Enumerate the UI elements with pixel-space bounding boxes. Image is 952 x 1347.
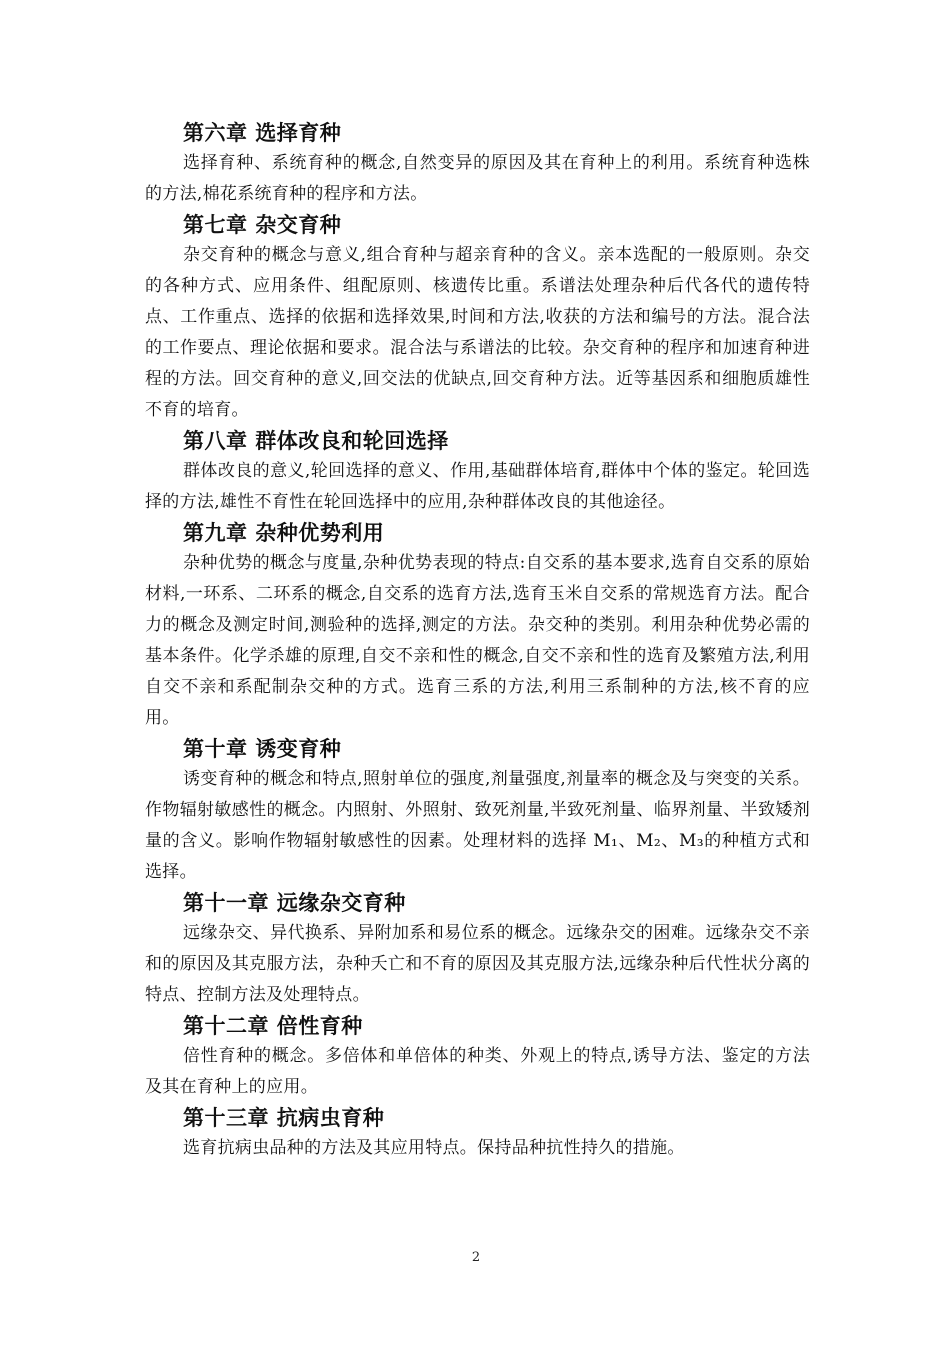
chapter-body-6: 选择育种、系统育种的概念,自然变异的原因及其在育种上的利用。系统育种选株的方法,棉花系统育种的程序和方法。 — [145, 153, 810, 204]
chapter-title-12: 第十二章 倍性育种 — [183, 1014, 363, 1038]
chapter-body-10: 诱变育种的概念和特点,照射单位的强度,剂量强度,剂量率的概念及与突变的关系。作物辐射敏感性的概念。内照射、外照射、致死剂量,半致死剂量、临界剂量、半致矮剂量的含义。影响作物辐射敏感性的因素。处理材料的选择 M₁、M₂、M₃的种植方式和选择。 — [145, 769, 810, 882]
chapter-title-8: 第八章 群体改良和轮回选择 — [183, 429, 449, 453]
chapter-body-9: 杂种优势的概念与度量,杂种优势表现的特点:自交系的基本要求,选育自交系的原始材料,一环系、二环系的概念,自交系的选育方法,选育玉米自交系的常规选育方法。配合力的概念及测定时间,测验种的选择,测定的方法。杂交种的类别。利用杂种优势必需的基本条件。化学杀雄的原理,自交不亲和性的概念,自交不亲和性的选育及繁殖方法,利用自交不亲和系配制杂交种的方式。选育三系的方法,利用三系制种的方法,核不育的应用。 — [145, 553, 810, 728]
chapter-body-7: 杂交育种的概念与意义,组合育种与超亲育种的含义。亲本选配的一般原则。杂交的各种方式、应用条件、组配原则、核遗传比重。系谱法处理杂种后代各代的遗传特点、工作重点、选择的依据和选择效果,时间和方法,收获的方法和编号的方法。混合法的工作要点、理论依据和要求。混合法与系谱法的比较。杂交育种的程序和加速育种进程的方法。回交育种的意义,回交法的优缺点,回交育种方法。近等基因系和细胞质雄性不育的培育。 — [145, 245, 810, 420]
chapter-body-8: 群体改良的意义,轮回选择的意义、作用,基础群体培育,群体中个体的鉴定。轮回选择的方法,雄性不育性在轮回选择中的应用,杂种群体改良的其他途径。 — [145, 461, 810, 512]
chapter-title-10: 第十章 诱变育种 — [183, 737, 342, 761]
chapter-title-7: 第七章 杂交育种 — [183, 213, 342, 237]
chapter-title-13: 第十三章 抗病虫育种 — [183, 1106, 385, 1130]
page-content — [145, 118, 810, 1164]
chapter-title-9: 第九章 杂种优势利用 — [183, 521, 385, 545]
chapter-title-6: 第六章 选择育种 — [183, 121, 342, 145]
chapter-body-12: 倍性育种的概念。多倍体和单倍体的种类、外观上的特点,诱导方法、鉴定的方法及其在育种上的应用。 — [145, 1046, 810, 1097]
chapter-title-11: 第十一章 远缘杂交育种 — [183, 891, 406, 915]
chapter-body-11: 远缘杂交、异代换系、异附加系和易位系的概念。远缘杂交的困难。远缘杂交不亲和的原因及其克服方法，杂种夭亡和不育的原因及其克服方法,远缘杂种后代性状分离的特点、控制方法及处理特点。 — [145, 923, 810, 1005]
page-number: 2 — [471, 1250, 481, 1265]
chapter-body-13: 选育抗病虫品种的方法及其应用特点。保持品种抗性持久的措施。 — [183, 1138, 685, 1158]
